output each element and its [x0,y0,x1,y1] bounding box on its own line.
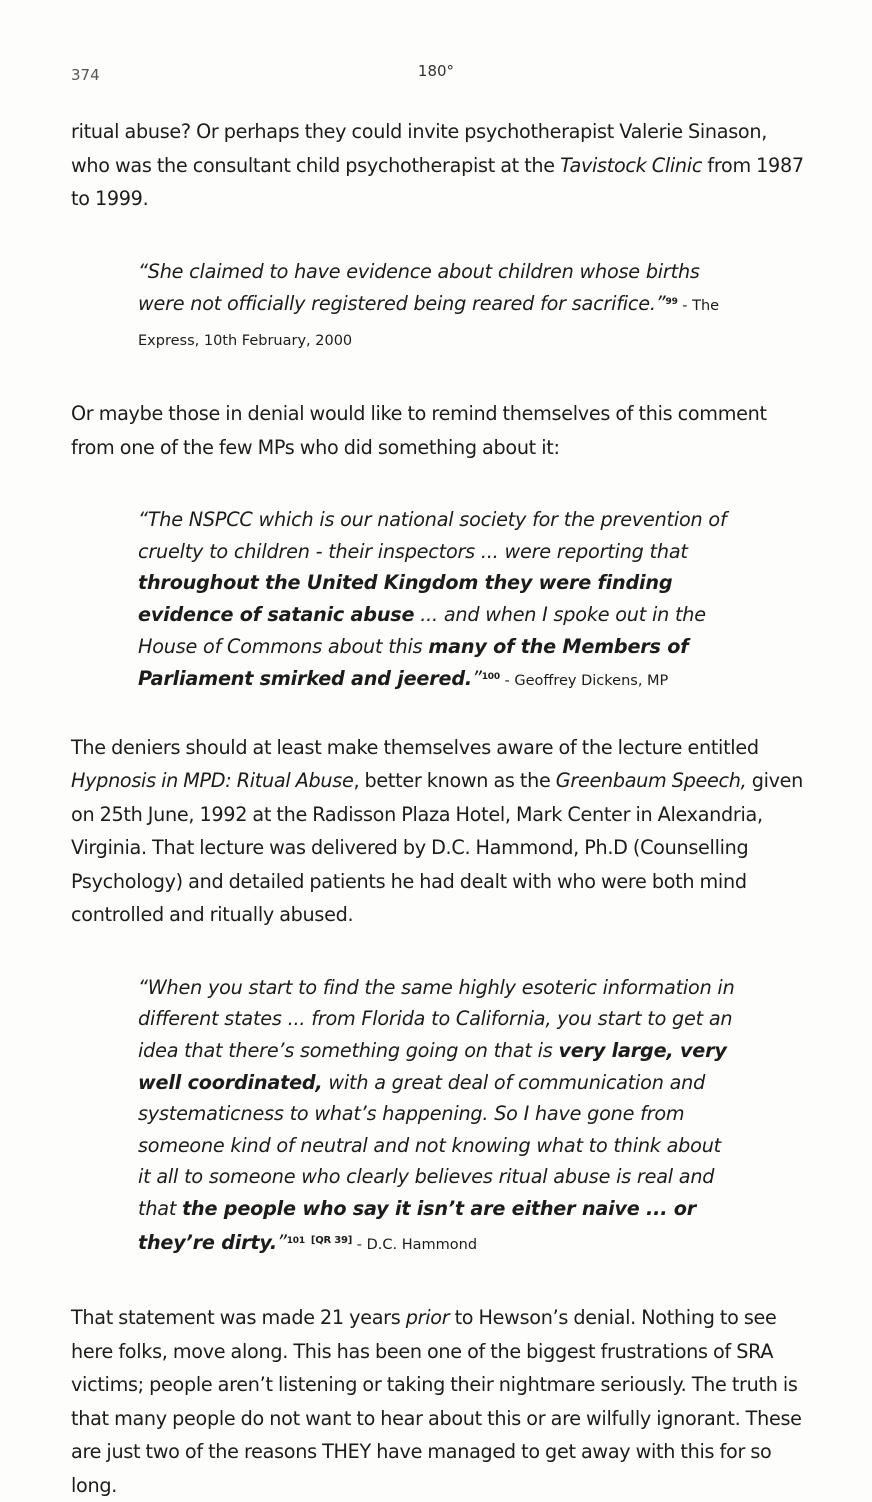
qr-reference: [QR 39] [310,1234,353,1246]
paragraph-3-text: , better known as the [353,769,556,793]
quote-bold: very large, very well coordinated, [138,1039,727,1094]
quote-text: ” [276,1230,287,1254]
page-content [71,115,811,1502]
quote-text: ” [471,667,482,691]
quote-attribution: - Geoffrey Dickens, MP [499,673,669,690]
paragraph-3-italic: Hypnosis in MPD: Ritual Abuse [71,769,354,793]
page-number: 374 [71,66,100,84]
footnote-marker: 100 [481,672,500,683]
paragraph-4-text: to Hewson’s denial. Nothing to see here folks, move along. This has been one of the biggest frustrations of SRA victims; people aren’t listening or taking their nightmare seriously. The truth is that many people do not want to hear about this or are wilfully ignorant. These are just two of the reasons THEY have managed to get away with this for so long. [71,1306,802,1497]
running-head: 180° [417,62,455,80]
quote-text: “When you start to find the same highly esoteric information in different states ... from Florida to California, you start to get an idea that there’s something going on that is [138,975,735,1063]
footnote-marker: 101 [286,1235,305,1246]
paragraph-4-text: That statement was made 21 years [71,1306,406,1330]
paragraph-3-italic: Greenbaum Speech, [555,769,747,793]
quote-attribution: - D.C. Hammond [352,1236,478,1253]
footnote-marker: 99 [665,297,678,308]
quote-attribution: - The Express, 10th February, 2000 [138,298,720,349]
quote-bold: the people who say it isn’t are either naive ... or they’re dirty. [138,1197,697,1254]
paragraph-3-text: given on 25th June, 1992 at the Radisson Plaza Hotel, Mark Center in Alexandria, Virginia. That lecture was delivered by D.C. Hammond, Ph.D (Counselling Psychology) and detailed patients he had dealt with who were both mind controlled and ritually abused. [71,769,804,927]
paragraph-1 [71,115,811,216]
quote-text: ... and when I spoke out in the House of Commons about this [138,603,706,658]
paragraph-4 [71,1301,811,1502]
quote-bold: many of the Members of Parliament smirked and jeered. [138,634,689,691]
quote-text: with a great deal of communication and systematicness to what’s happening. So I have gone from someone kind of neutral and not knowing what to think about it all to someone who clearly believes ritual abuse is real and that [138,1070,721,1220]
paragraph-1-text-end: from 1987 to 1999. [71,153,804,210]
paragraph-3 [71,731,811,932]
quote-hammond [71,972,738,1261]
quote-bold: throughout the United Kingdom they were finding evidence of satanic abuse [138,571,673,627]
paragraph-1-italic: Tavistock Clinic [560,153,703,177]
quote-sinason [71,256,738,358]
quote-text: “She claimed to have evidence about children whose births were not officially registered being reared for sacrifice.” [138,259,700,316]
paragraph-3-text: The deniers should at least make themselves aware of the lecture entitled [71,735,759,759]
quote-text: “The NSPCC which is our national society for the prevention of cruelty to children - their inspectors ... were reporting that [138,508,727,563]
paragraph-1-text: ritual abuse? Or perhaps they could invite psychotherapist Valerie Sinason, who was the consultant child psychotherapist at the [71,120,768,177]
quote-dickens [71,504,738,698]
paragraph-2: Or maybe those in denial would like to remind themselves of this comment from one of the few MPs who did something about it: [71,402,767,459]
paragraph-4-italic: prior [405,1306,450,1330]
